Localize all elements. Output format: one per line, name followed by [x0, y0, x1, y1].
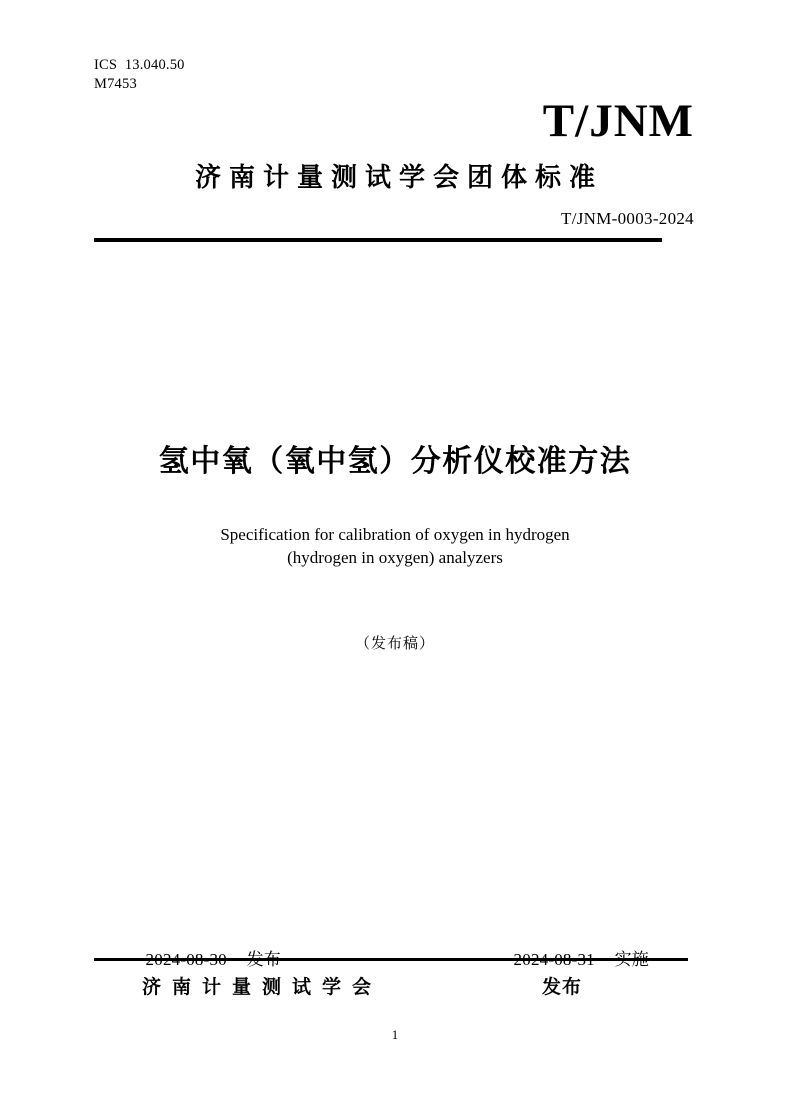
- standard-mark: T/JNM: [542, 95, 694, 147]
- footer-divider-rule: [94, 958, 688, 961]
- ccs-code: M7453: [94, 76, 137, 93]
- document-stage-label: （发布稿）: [354, 635, 435, 652]
- ics-classification-block: [94, 56, 185, 95]
- document-title-english-line1: Specification for calibration of oxygen in hydrogen: [220, 525, 570, 544]
- dates-row: [94, 925, 696, 949]
- issuer-name: 济南计量测试学会: [142, 977, 383, 998]
- document-title-english: [120, 524, 670, 570]
- document-title-chinese: 氢中氧（氧中氢）分析仪校准方法: [158, 445, 632, 478]
- issuing-organization-heading: 济南计量测试学会团体标准: [194, 162, 603, 192]
- ics-code: ICS 13.040.50: [94, 57, 185, 73]
- issuer-row: [94, 972, 696, 1002]
- standard-number: T/JNM-0003-2024: [561, 209, 694, 228]
- page-number: 1: [391, 1028, 399, 1042]
- issuer-publish-label: 发布: [542, 977, 583, 998]
- header-divider-rule: [94, 238, 662, 242]
- document-title-english-line2: (hydrogen in oxygen) analyzers: [287, 547, 503, 567]
